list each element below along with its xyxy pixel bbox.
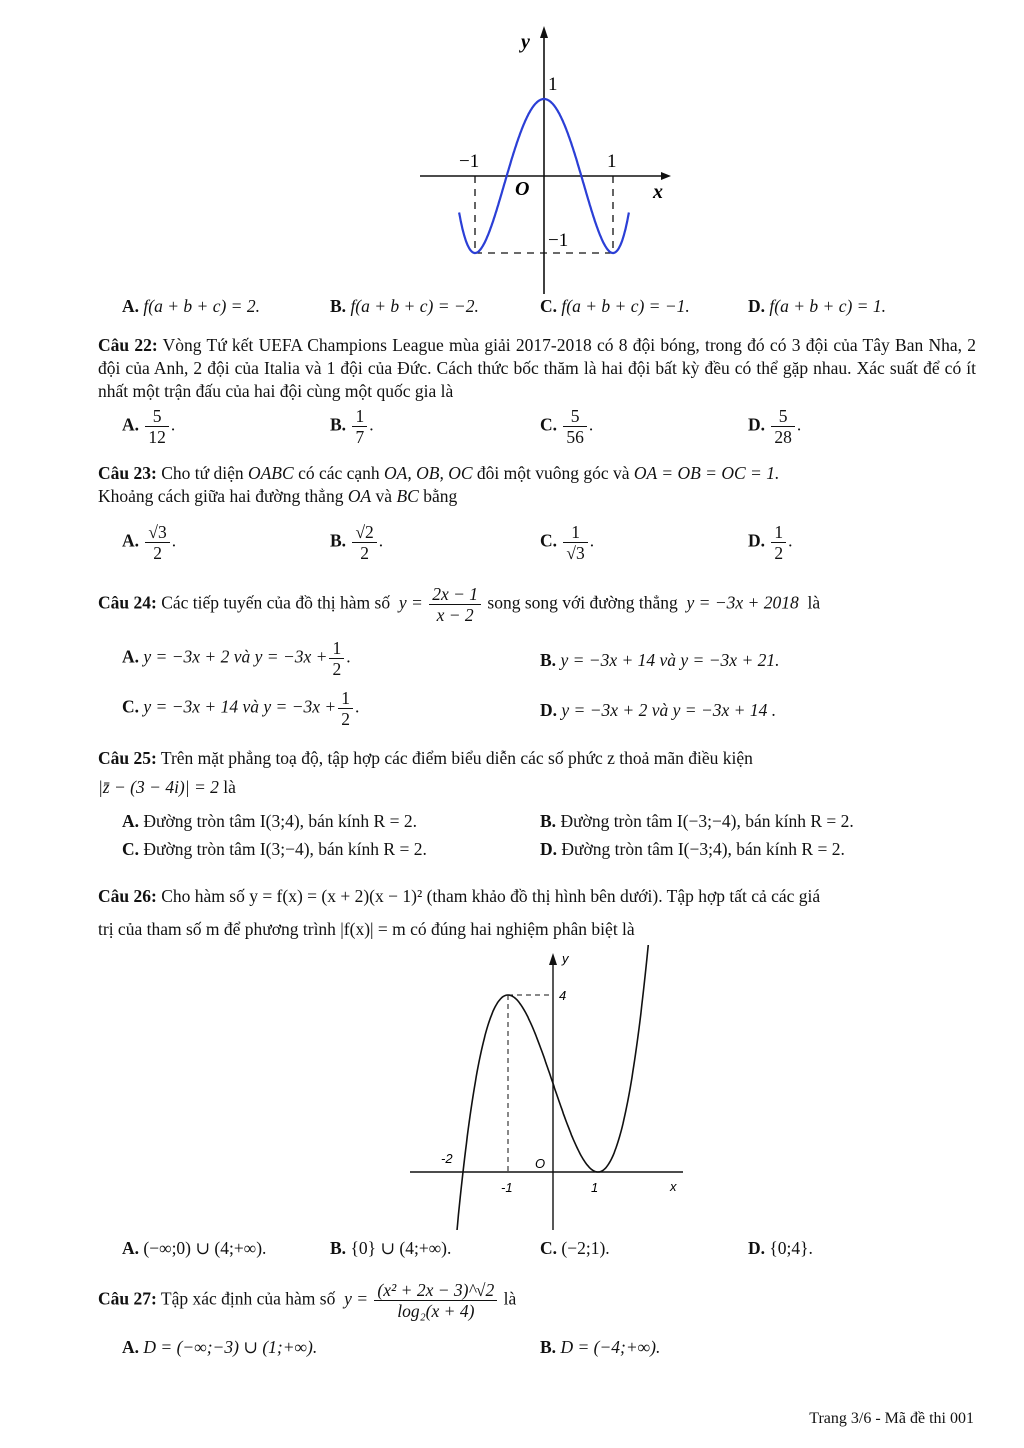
option-label: D. [748,296,766,316]
fraction [338,688,353,729]
option-label: B. [540,650,557,670]
math-text: BC [396,486,419,506]
x-axis-arrow-icon [661,172,671,180]
math-text: y = [398,592,423,613]
q26-stem [98,880,976,946]
question-text: song song với đường thẳng [487,592,678,613]
numerator: 1 [771,522,786,543]
q22-stem [98,334,976,403]
numerator: 5 [771,406,795,427]
numerator: √2 [352,522,376,543]
tick-y-1: 1 [548,74,558,95]
math-text: y = [344,1288,369,1309]
denominator: log₂(x + 4) [397,1301,475,1321]
question-text: Cho tứ diện [161,463,248,483]
math-text: OABC [247,463,294,483]
function-fraction [374,1280,497,1321]
question-number: Câu 27: [98,1288,157,1309]
cubic-curve [454,945,650,1230]
option-text: Đường tròn tâm I(−3;4), bán kính R = 2. [561,839,845,859]
x-axis-label: x [653,181,663,203]
question-text: trị của tham số m để phương trình |f(x)| = m có đúng hai nghiệm phân biệt là [98,919,635,939]
q21-option-b[interactable] [330,296,479,317]
q23-option-b[interactable]: B. $\frac{√2}{2}$ . [330,522,384,563]
option-text: (−2;1). [561,1238,610,1258]
y-axis-label: y [562,951,569,966]
question-number: Câu 26: [98,886,157,906]
tick-1: 1 [591,1180,599,1195]
option-text: Đường tròn tâm I(−3;−4), bán kính R = 2. [560,811,854,831]
q22-option-c[interactable]: C. $\frac{5}{56}$ . [540,406,594,447]
fraction [563,406,587,447]
option-label: A. [122,1337,140,1357]
q24-option-b[interactable] [540,650,780,671]
fraction [771,406,795,447]
numerator: 1 [563,522,587,543]
numerator: (x² + 2x − 3)^√2 [374,1280,497,1301]
q21-option-c[interactable] [540,296,690,317]
option-label: B. [540,811,557,831]
numerator: 5 [145,406,169,427]
option-label: D. [748,414,766,435]
option-label: A. [122,530,140,551]
option-label: D. [748,1238,766,1258]
option-text: {0} ∪ (4;+∞). [350,1238,452,1258]
question-text: Cho hàm số y = f(x) = (x + 2)(x − 1)² (tham khảo đồ thị hình bên dưới). Tập hợp tất cả các giá [161,886,821,906]
option-label: C. [122,839,140,859]
question-text: Các tiếp tuyến của đồ thị hàm số [161,592,391,613]
denominator: 12 [148,427,166,447]
numerator: 1 [352,406,367,427]
question-text: là [223,777,236,797]
q22-option-b[interactable]: B. $\frac{1}{7}$ . [330,406,374,447]
option-label: A. [122,414,140,435]
math-text: |z̄ − (3 − 4i)| = 2 [98,777,219,797]
option-label: D. [540,839,558,859]
fraction [145,406,169,447]
q25-option-b[interactable] [540,811,854,832]
q27-stem [98,1280,516,1321]
option-text: y = −3x + 2 và y = −3x + [143,646,328,667]
tick-4: 4 [559,988,567,1003]
fraction [145,522,169,563]
q27-option-b[interactable] [540,1337,660,1358]
option-text: D = (−∞;−3) ∪ (1;+∞). [143,1337,318,1357]
option-text: f(a + b + c) = −2. [350,296,479,316]
fraction [329,638,344,679]
question-text: đôi một vuông góc và [472,463,634,483]
denominator: 2 [153,543,162,563]
numerator: 5 [563,406,587,427]
question-number: Câu 24: [98,592,157,613]
page-footer: Trang 3/6 - Mã đề thi 001 [809,1410,974,1427]
denominator: √3 [566,543,585,563]
option-label: B. [330,414,347,435]
question-text: Trên mặt phẳng toạ độ, tập hợp các điểm biểu diễn các số phức z thoả mãn điều kiện [160,748,753,768]
numerator: 1 [338,688,353,709]
y-axis-label: y [521,31,530,53]
q26-option-d[interactable] [748,1238,813,1259]
option-text: Đường tròn tâm I(3;−4), bán kính R = 2. [143,839,427,859]
option-label: B. [540,1337,557,1357]
question-number: Câu 22: [98,335,158,355]
option-text: (−∞;0) ∪ (4;+∞). [143,1238,267,1258]
q26-option-b[interactable] [330,1238,451,1259]
math-text: OA, OB, OC [384,463,473,483]
q25-option-a[interactable] [122,811,417,832]
option-text: f(a + b + c) = 2. [143,296,260,316]
numerator: √3 [145,522,169,543]
q25-option-c[interactable] [122,839,427,860]
tick-x-1: 1 [607,151,617,172]
option-label: A. [122,296,140,316]
option-text: f(a + b + c) = 1. [769,296,886,316]
y-axis-arrow-icon [540,26,548,38]
denominator: 2 [332,659,342,679]
option-text: {0;4}. [769,1238,813,1258]
fraction [352,406,367,447]
q23-stem [98,462,976,508]
y-axis-arrow-icon [549,953,557,965]
numerator: 2x − 1 [429,584,481,605]
option-label: D. [748,530,766,551]
graph-quartic [415,22,675,297]
origin-label: O [535,1156,546,1171]
origin-label: O [515,178,530,200]
q26-option-c[interactable] [540,1238,610,1259]
option-label: B. [330,530,347,551]
tick-neg1: -1 [501,1180,513,1195]
question-number: Câu 25: [98,748,157,768]
tick-y-neg1: −1 [548,230,569,251]
option-text: y = −3x + 14 và y = −3x + [143,696,337,717]
math-text: y = −3x + 2018 [686,592,799,613]
tick-neg2: -2 [441,1151,453,1166]
option-text: y = −3x + 14 và y = −3x + 21. [560,650,780,670]
question-number: Câu 23: [98,463,157,483]
option-label: B. [330,296,347,316]
option-text: f(a + b + c) = −1. [561,296,690,316]
q23-option-c[interactable]: C. $\frac{1}{√3}$ . [540,522,595,563]
denominator: 2 [360,543,369,563]
numerator: 1 [329,638,344,659]
question-text: có các cạnh [293,463,385,483]
option-label: C. [540,296,558,316]
fraction [352,522,376,563]
q27-option-a[interactable] [122,1337,317,1358]
option-label: C. [540,414,558,435]
denominator: 2 [774,543,784,563]
option-label: C. [122,696,140,717]
q24-option-a[interactable]: A. y = −3x + 2 và y = −3x + $\frac{1}{2}$ . [122,638,351,679]
question-text: và [371,486,397,506]
question-text: Tập xác định của hàm số [160,1288,336,1309]
q21-option-a[interactable] [122,296,260,317]
denominator: 7 [355,427,365,447]
q24-option-d[interactable] [540,700,776,721]
option-text: D = (−4;+∞). [560,1337,661,1357]
question-text: bằng [418,486,458,506]
question-text: Khoảng cách giữa hai đường thẳng [98,486,348,506]
q25-option-d[interactable] [540,839,845,860]
q23-option-d[interactable]: D. $\frac{1}{2}$ . [748,522,793,563]
graph-cubic [405,945,690,1230]
question-text: Vòng Tứ kết UEFA Champions League mùa giải 2017-2018 có 8 đội bóng, trong đó có 3 đội của Tây Ban Nha, 2 đội của Anh, 2 đội của Italia và 1 đội của Đức. Cách thức bốc thăm là hai đội bất kỳ đều có thể gặp nhau. Xác suất để có ít nhất một trận đấu của hai đội cùng một quốc gia là [98,335,977,401]
option-text: y = −3x + 2 và y = −3x + 14 . [561,700,777,720]
math-text: OA = OB = OC = 1. [633,463,780,483]
option-label: A. [122,1238,140,1258]
function-fraction [429,584,481,625]
q24-option-c[interactable]: C. y = −3x + 14 và y = −3x + $\frac{1}{2}$ . [122,688,360,729]
option-label: C. [540,530,558,551]
question-text: là [503,1288,517,1309]
x-axis-label: x [670,1179,677,1194]
fraction [771,522,786,563]
option-label: A. [122,811,140,831]
question-text: là [807,592,821,613]
denominator: 2 [341,709,350,729]
q22-option-d[interactable]: D. $\frac{5}{28}$ . [748,406,802,447]
q22-option-a[interactable]: A. $\frac{5}{12}$ . [122,406,176,447]
q21-option-d[interactable] [748,296,886,317]
denominator: 28 [774,427,792,447]
option-label: B. [330,1238,347,1258]
q25-stem [98,744,976,802]
option-label: D. [540,700,558,720]
denominator: x − 2 [436,605,474,625]
fraction [563,522,587,563]
math-text: OA [347,486,372,506]
option-label: C. [540,1238,558,1258]
q24-stem [98,584,820,625]
q26-option-a[interactable] [122,1238,266,1259]
tick-x-neg1: −1 [459,151,480,172]
option-text: Đường tròn tâm I(3;4), bán kính R = 2. [143,811,417,831]
option-label: A. [122,646,140,667]
denominator: 56 [566,427,584,447]
q23-option-a[interactable]: A. $\frac{√3}{2}$ . [122,522,177,563]
